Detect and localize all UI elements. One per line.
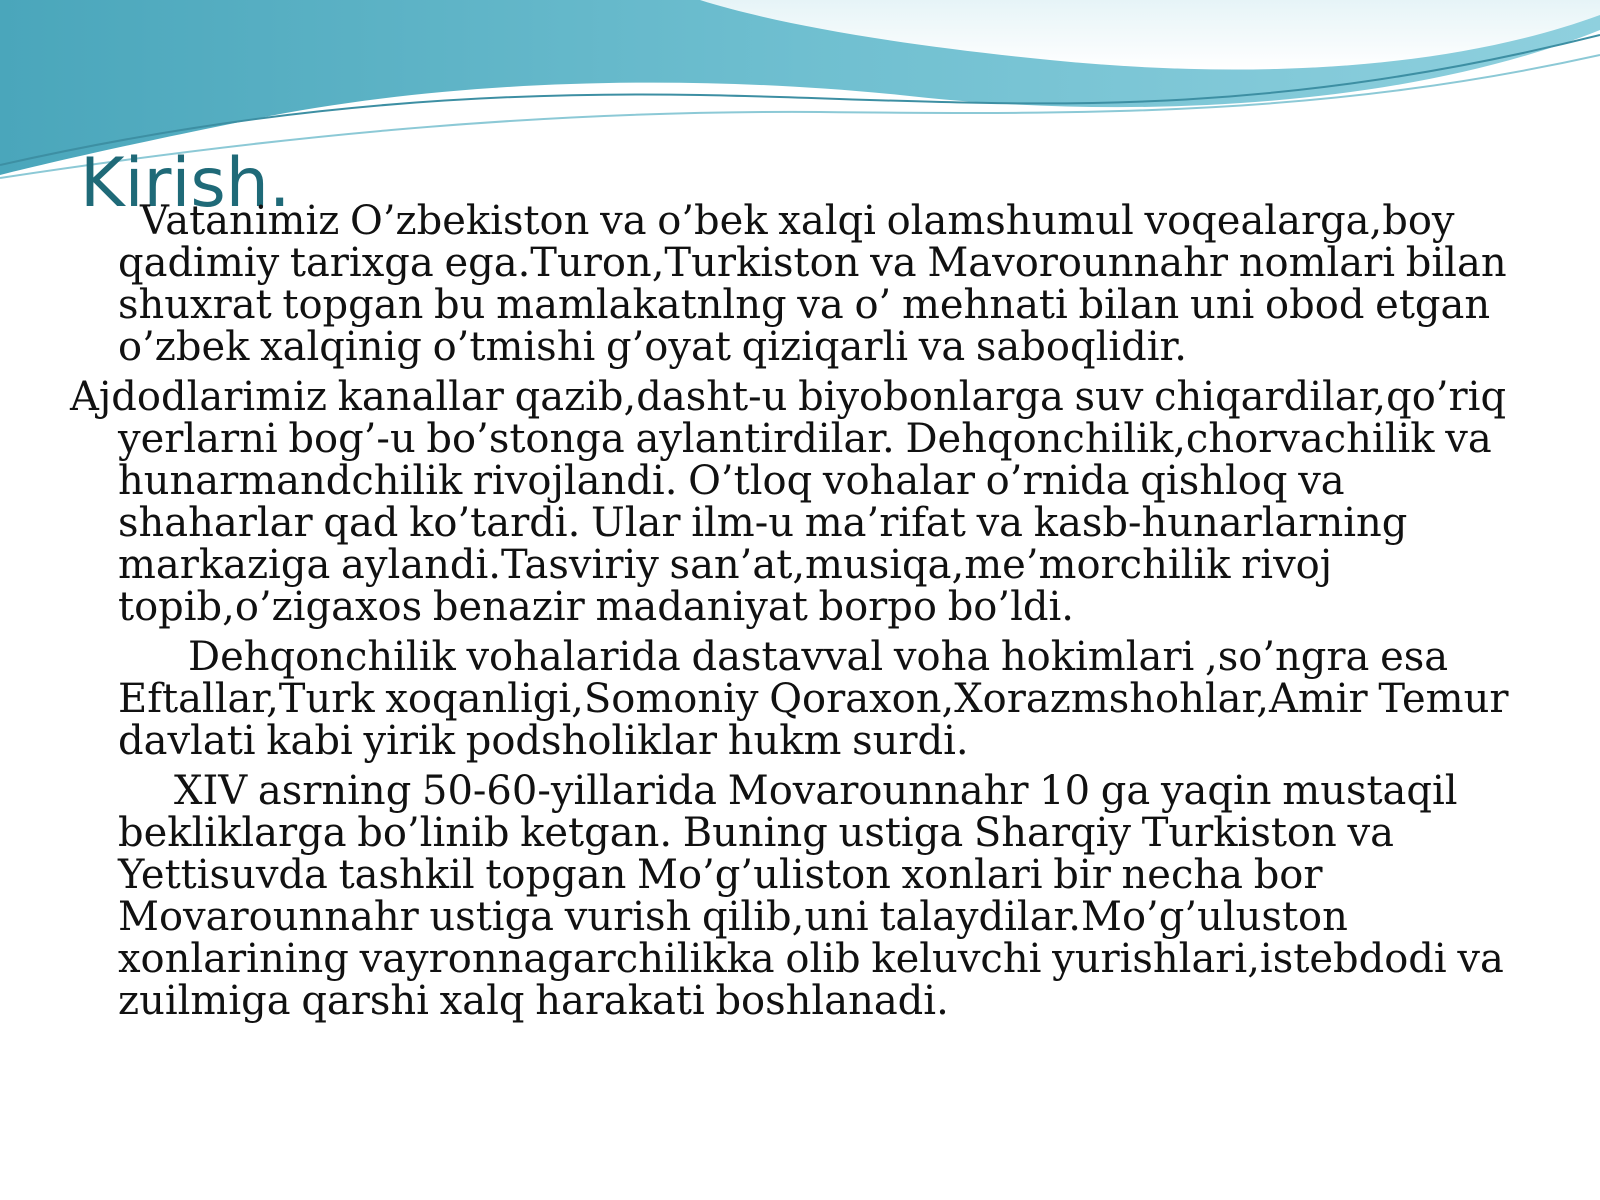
slide-body xyxy=(70,200,1530,1030)
paragraph-xiv-century: XIV asrning 50-60-yillarida Movarounnahr 10 ga yaqin mustaqil bekliklarga bo’linib ketgan. Buning ustiga Sharqiy Turkiston va Yettisuvda tashkil topgan Mo’g’uliston xonlari bir necha bor Movarounnahr ustiga vurish qilib,uni talaydilar.Mo’g’uluston xonlarining vayronnagarchilikka olib keluvchi yurishlari,istebdodi va zuilmiga qarshi xalq harakati boshlanadi. xyxy=(118,768,1504,1024)
paragraph-ancestors: Ajdodlarimiz kanallar qazib,dasht-u biyobonlarga suv chiqardilar,qo’riq yerlarni bog’-u bo’stonga aylantirdilar. Dehqonchilik,chorvachilik va hunarmandchilik rivojlandi. O’tloq vohalar o’rnida qishloq va shaharlar qad ko’tardi. Ular ilm-u ma’rifat va kasb-hunarlarning markaziga aylandi.Tasviriy san’at,musiqa,me’morchilik rivoj topib,o’zigaxos benazir madaniyat borpo bo’ldi. xyxy=(70,374,1507,630)
paragraph-dynasties: Dehqonchilik vohalarida dastavval voha hokimlari ,so’ngra esa Eftallar,Turk xoqanligi,Somoniy Qoraxon,Xorazmshohlar,Amir Temur davlati kabi yirik podsholiklar hukm surdi. xyxy=(118,634,1509,764)
paragraph-intro: Vatanimiz O’zbekiston va o’bek xalqi olamshumul voqealarga,boy qadimiy tarixga ega.Turon,Turkiston va Mavorounnahr nomlari bilan shuxrat topgan bu mamlakatnlng va o’ mehnati bilan uni obod etgan o’zbek xalqinig o’tmishi g’oyat qiziqarli va saboqlidir. xyxy=(118,198,1507,370)
slide-title: Kirish. xyxy=(80,144,291,223)
